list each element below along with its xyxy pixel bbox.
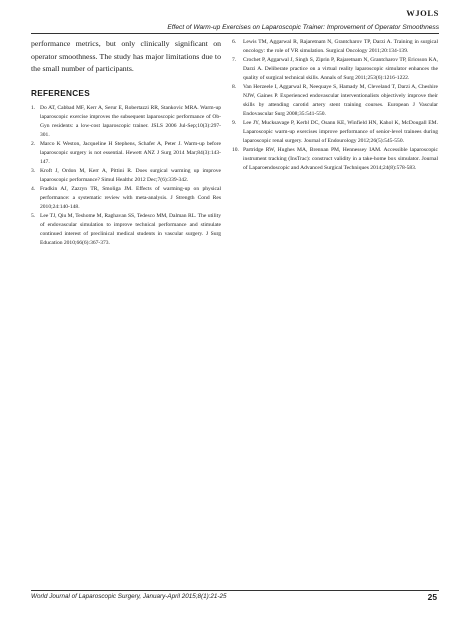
reference-item — [31, 167, 221, 185]
reference-text: Kroft J, Ordon M, Kerr A, Pittini R. Does surgical warming up improve laparoscopic performance? Simul Healthc 2012 Dec;7(6):339-342. — [40, 167, 221, 183]
reference-text: Lee TJ, Qiu M, Teshome M, Raghavan SS, Tedesco MM, Dalman RL. The utility of endovascular simulation to improve technical performance and stimulate continued interest of preclinical medical students in vascular surgery. J Surg Education 2010;66(6):367-373. — [40, 212, 221, 246]
reference-number: 1. — [31, 104, 36, 111]
reference-item — [31, 140, 221, 167]
reference-number: 3. — [31, 167, 36, 174]
reference-number: 4. — [31, 185, 36, 192]
reference-item — [232, 56, 438, 83]
reference-item — [232, 83, 438, 119]
reference-number: 5. — [31, 212, 36, 219]
reference-item — [232, 119, 438, 146]
running-head: Effect of Warm-up Exercises on Laparoscopic Trainer: Improvement of Operator Smoothness — [167, 24, 439, 31]
reference-list-left — [31, 104, 221, 248]
reference-number: 9. — [232, 120, 237, 127]
reference-text: Marco K Weston, Jacqueline H Stephens, Schafer A, Peter J. Warm-up before laparoscopic surgery is not essential. Hewett ANZ J Surg 2014 Mar;84(3):143-147. — [40, 140, 221, 165]
reference-text: Lewis TM, Aggarwal R, Rajaretnam N, Grantcharov TP, Darzi A. Training in surgical oncology: the role of VR simulation. Surgical Oncology 2011;20:134-139. — [243, 39, 438, 54]
reference-number: 10. — [232, 147, 239, 154]
reference-item — [31, 185, 221, 212]
reference-item — [31, 104, 221, 140]
reference-text: Do AT, Cabbad MF, Kerr A, Serur E, Robertazzi RR, Stankovic MRA. Warm-up laparoscopic exercise improves the subsequent laparoscopic performance of Ob-Gyn residents: a low-cost laparoscopic trainer. JSLS 2006 Jul-Sep;10(3):297-301. — [40, 104, 221, 138]
left-column — [31, 38, 221, 248]
reference-text: Partridge RW, Hughes MA, Brennan PM, Hennessey IAM. Accessible laparoscopic instrument tracking (InsTrac): construct validity in a take-home box simulator. Journal of Laparoendoscopic and Advanced Surgical Techniques 2014;24(8):578-583. — [243, 147, 438, 171]
footer-journal-citation: World Journal of Laparoscopic Surgery, January-April 2015;8(1):21-25 — [31, 593, 227, 600]
reference-number: 2. — [31, 140, 36, 147]
reference-number: 8. — [232, 84, 237, 91]
reference-list-right — [232, 38, 438, 173]
reference-item — [232, 146, 438, 173]
reference-text: Fradkin AJ, Zazryn TR, Smoliga JM. Effects of warming-up on physical performance: a systematic review with meta-analysis. J Strength Cond Res 2010;24:140-148. — [40, 185, 221, 210]
reference-number: 6. — [232, 39, 237, 45]
right-column — [232, 38, 438, 173]
reference-number: 7. — [232, 57, 237, 64]
reference-item — [232, 38, 438, 56]
header-rule — [31, 33, 439, 34]
reference-text: Lee JY, Mucksavage P, Kerbl DC, Osann KE, Winfield HN, Kahol K, McDougall EM. Laparoscopic warm-up exercises improve performance of senior-level trainees during laparoscopic renal surgery. Journal of Endourology 2012;26(5):545-550. — [243, 120, 438, 144]
reference-item — [31, 212, 221, 248]
reference-text: Crochet P, Aggarwal J, Singh S, Ziprin P, Rajaretnam N, Grantcharov TP, Ericsson KA, Darzi A. Deliberate practice on a virtual reality laparoscopic simulator enhances the quality of surgical technical skills. Annals of Surg 2011;253(6):1216-1222. — [243, 57, 438, 81]
page-number: 25 — [427, 592, 437, 602]
continuation-paragraph: performance metrics, but only clinically significant on operator smoothness. The study has major limitations due to the small number of participants. — [31, 39, 221, 74]
reference-text: Van Herzeele I, Aggarwal R, Neequaye S, Hamady M, Cleveland T, Darzi A, Cheshire NJW, Gaines P. Experienced endovascular interventionalists objectively improve their skills by attending carotid artery stent training courses. European J Vascular Endovascular Surg 2008;35:541-550. — [243, 84, 438, 117]
references-heading: REFERENCES — [31, 88, 90, 98]
journal-tag: WJOLS — [406, 8, 439, 18]
footer-rule — [31, 590, 439, 591]
